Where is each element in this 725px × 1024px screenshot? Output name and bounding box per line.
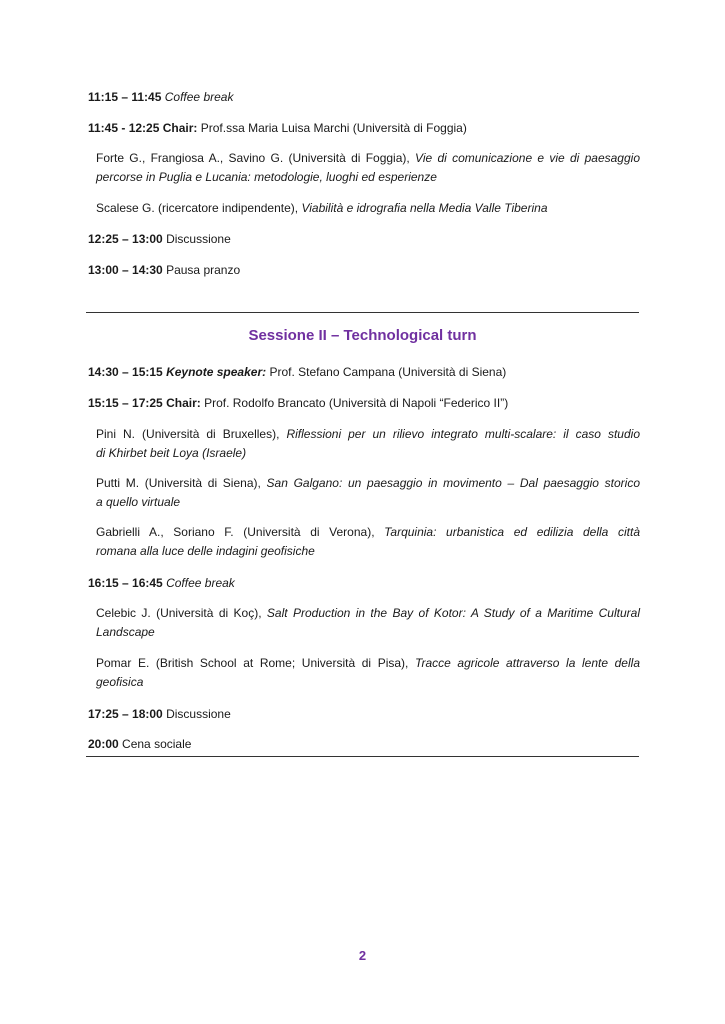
talk-title-continued: geofisica xyxy=(96,675,144,689)
time-label: 11:15 – 11:45 xyxy=(88,90,162,104)
talk-entry xyxy=(96,523,640,561)
time-label: 15:15 – 17:25 xyxy=(88,396,163,410)
schedule-item-discussion xyxy=(88,230,640,249)
page-number: 2 xyxy=(358,948,367,963)
talk-authors: Scalese G. (ricercatore indipendente), xyxy=(96,201,299,215)
time-label: 12:25 – 13:00 xyxy=(88,232,163,246)
talk-title-continued: a quello virtuale xyxy=(96,495,181,509)
time-label: 11:45 - 12:25 xyxy=(88,121,160,135)
talk-title: San Galgano: un paesaggio in movimento – Dal paesaggio storico xyxy=(266,476,640,490)
talk-title-continued: Landscape xyxy=(96,625,155,639)
talk-authors: Gabrielli A., Soriano F. (Università di Verona), xyxy=(96,525,375,539)
session-title: Sessione II – Technological turn xyxy=(248,327,477,344)
time-label: 14:30 – 15:15 xyxy=(88,365,163,379)
talk-title: Salt Production in the Bay of Kotor: A Study of a Maritime Cultural xyxy=(266,606,640,620)
talk-entry xyxy=(96,149,640,187)
item-label: Pausa pranzo xyxy=(166,263,241,277)
section-divider xyxy=(86,312,639,313)
talk-title-continued: romana alla luce delle indagini geofisiche xyxy=(96,544,315,558)
schedule-item-lunch xyxy=(88,261,640,280)
talk-title-continued: di Khirbet beit Loya (Israele) xyxy=(96,446,247,460)
talk-authors: Pomar E. (British School at Rome; Università di Pisa), xyxy=(96,656,409,670)
talk-title: Tracce agricole attraverso la lente della xyxy=(415,656,640,670)
schedule-item-dinner xyxy=(88,735,640,754)
time-label: 17:25 – 18:00 xyxy=(88,707,163,721)
time-label: 13:00 – 14:30 xyxy=(88,263,163,277)
item-label: Cena sociale xyxy=(122,737,192,751)
schedule-item-chair xyxy=(88,394,640,413)
talk-title: Riflessioni per un rilievo integrato multi-scalare: il caso studio xyxy=(286,427,640,441)
item-label: Discussione xyxy=(166,232,231,246)
chair-name: Prof. Rodolfo Brancato (Università di Napoli “Federico II”) xyxy=(204,396,509,410)
item-label: Coffee break xyxy=(164,90,234,104)
item-label: Discussione xyxy=(166,707,231,721)
time-label: 16:15 – 16:45 xyxy=(88,576,163,590)
talk-title: Viabilità e idrografia nella Media Valle Tiberina xyxy=(301,201,548,215)
chair-label: Chair: xyxy=(162,121,198,135)
bottom-divider xyxy=(86,756,639,757)
talk-entry xyxy=(96,604,640,642)
talk-authors: Celebic J. (Università di Koç), xyxy=(96,606,262,620)
schedule-item-chair xyxy=(88,119,640,138)
schedule-item-discussion xyxy=(88,705,640,724)
talk-entry xyxy=(96,474,640,512)
talk-entry xyxy=(96,654,640,692)
talk-authors: Forte G., Frangiosa A., Savino G. (Università di Foggia), xyxy=(96,151,410,165)
talk-authors: Putti M. (Università di Siena), xyxy=(96,476,261,490)
talk-entry xyxy=(96,199,640,218)
schedule-item-coffee-break xyxy=(88,574,640,593)
talk-title-continued: percorse in Puglia e Lucania: metodologie, luoghi ed esperienze xyxy=(96,170,437,184)
keynote-speaker: Prof. Stefano Campana (Università di Siena) xyxy=(269,365,507,379)
keynote-label: Keynote speaker: xyxy=(166,365,267,379)
schedule-item-keynote xyxy=(88,363,640,382)
time-label: 20:00 xyxy=(88,737,119,751)
talk-authors: Pini N. (Università di Bruxelles), xyxy=(96,427,280,441)
talk-title: Vie di comunicazione e vie di paesaggio xyxy=(415,151,640,165)
item-label: Coffee break xyxy=(166,576,235,590)
talk-title: Tarquinia: urbanistica ed edilizia della città xyxy=(384,525,640,539)
chair-name: Prof.ssa Maria Luisa Marchi (Università di Foggia) xyxy=(200,121,467,135)
talk-entry xyxy=(96,425,640,463)
schedule-item-coffee-break xyxy=(88,88,640,107)
chair-label: Chair: xyxy=(166,396,201,410)
